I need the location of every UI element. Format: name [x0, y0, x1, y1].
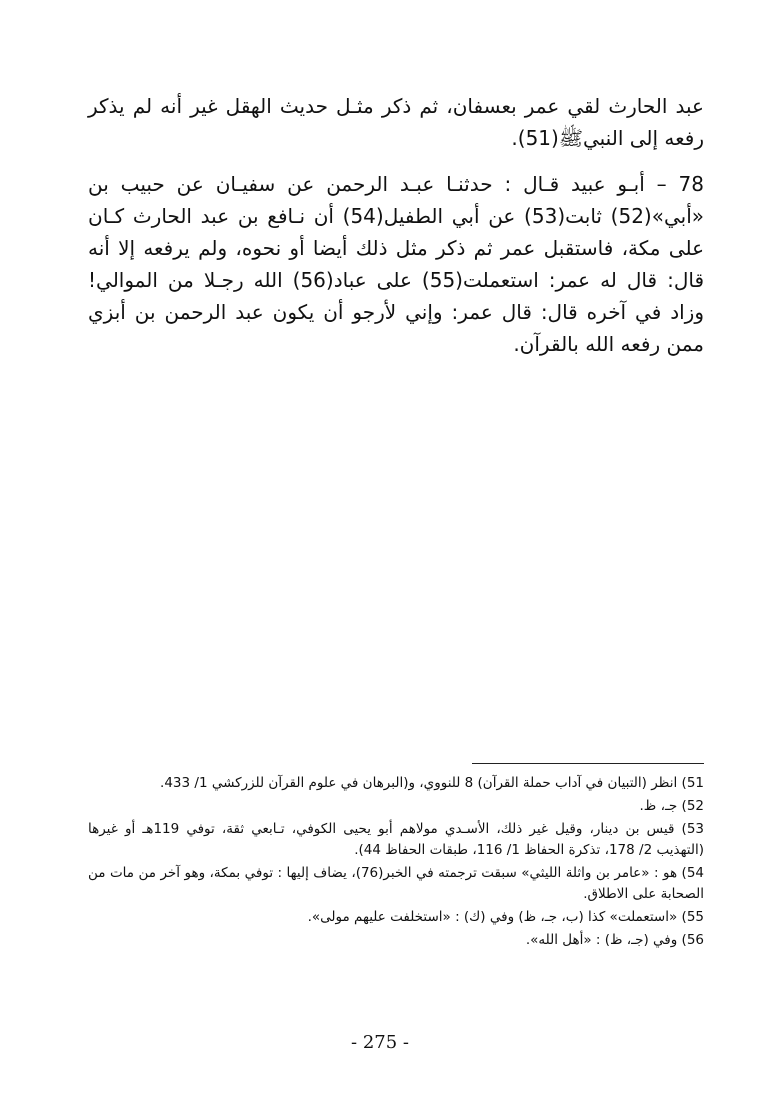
footnotes — [88, 773, 704, 953]
footnote-54: 54) هو : «عامر بن واثلة الليثي» سبقت ترجمته في الخبر(76)، يضاف إليها : توفي بمكة، وهو آخر من مات من الصحابة على الاطلاق. — [88, 865, 704, 902]
footnote-52: 52) جـ، ظ. — [639, 798, 704, 814]
footnote-divider — [472, 763, 704, 764]
footnote-53: 53) قيس بن دينار، وقيل غير ذلك، الأسـدي مولاهم أبو يحيى الكوفي، تـابعي ثقة، توفي 119هـ أو غيرها (التهذيب 2/ 178، تذكرة الحفاظ 1/ 116، طبقات الحفاظ 44). — [88, 821, 704, 858]
footnote-51: 51) انظر (التبيان في آداب حملة القرآن) 8 للنووي، و(البرهان في علوم القرآن للزركشي 1/ 433. — [160, 775, 704, 791]
footnote-55: 55) «استعملت» كذا (ب، جـ، ظ) وفي (ك) : «استخلفت عليهم مولى». — [307, 909, 704, 925]
page-number: - 275 - — [351, 1032, 409, 1053]
main-text — [88, 90, 704, 360]
footnote-56: 56) وفي (جـ، ظ) : «أهل الله». — [525, 932, 704, 948]
paragraph-1: عبد الحارث لقي عمر بعسفان، ثم ذكر مثـل حديث الهقل غير أنه لم يذكر رفعه إلى النبيﷺ(51). — [88, 94, 704, 150]
paragraph-2: 78 – أبـو عبيد قـال : حدثنـا عبـد الرحمن عن سفيـان عن حبيب بن «أبي»(52) ثابت(53) عن أبي الطفيل(54) أن نـافع بن عبد الحارث كـان على مكة، فاستقبل عمر ثم ذكر مثل ذلك أيضا أو نحوه، ولم يرفعه إلا أنه قال: قال له عمر: استعملت(55) على عباد(56) الله رجـلا من الموالي! وزاد في آخره قال: قال عمر: وإني لأرجو أن يكون عبد الرحمن بن أبزي ممن رفعه الله بالقرآن. — [88, 172, 705, 356]
